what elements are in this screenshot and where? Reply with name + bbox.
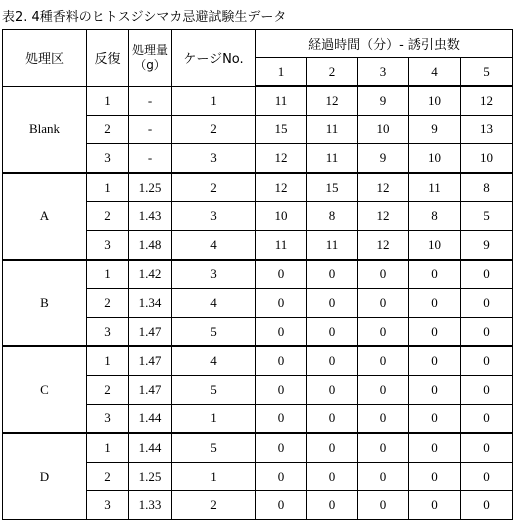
count-cell: 13 — [461, 115, 513, 144]
treatment-name-cell: C — [3, 346, 87, 433]
repeat-cell: 2 — [87, 462, 129, 491]
count-cell: 12 — [256, 144, 307, 173]
count-cell: 0 — [461, 491, 513, 520]
count-cell: 0 — [256, 289, 307, 318]
cage-cell: 5 — [172, 433, 256, 462]
count-cell: 12 — [358, 230, 409, 259]
minute-header: 1 — [256, 58, 307, 87]
repeat-cell: 1 — [87, 173, 129, 202]
cage-cell: 4 — [172, 346, 256, 375]
count-cell: 0 — [307, 289, 358, 318]
count-cell: 11 — [307, 115, 358, 144]
count-cell: 0 — [307, 375, 358, 404]
count-cell: 0 — [358, 289, 409, 318]
data-table — [2, 29, 513, 520]
count-cell: 8 — [461, 173, 513, 202]
treatment-name-cell: A — [3, 173, 87, 260]
count-cell: 0 — [461, 346, 513, 375]
count-cell: 0 — [307, 462, 358, 491]
table-row — [3, 433, 513, 462]
count-cell: 0 — [256, 404, 307, 433]
amount-cell: 1.25 — [129, 462, 172, 491]
count-cell: 11 — [307, 230, 358, 259]
count-cell: 0 — [256, 260, 307, 289]
count-cell: 10 — [358, 115, 409, 144]
amount-cell: - — [129, 115, 172, 144]
count-cell: 9 — [358, 86, 409, 115]
repeat-cell: 2 — [87, 289, 129, 318]
amount-cell: 1.47 — [129, 375, 172, 404]
table-row — [3, 260, 513, 289]
count-cell: 0 — [307, 404, 358, 433]
count-cell: 0 — [409, 346, 461, 375]
count-cell: 0 — [409, 317, 461, 346]
minute-header: 5 — [461, 58, 513, 87]
count-cell: 0 — [461, 462, 513, 491]
count-cell: 10 — [256, 202, 307, 231]
count-cell: 0 — [461, 289, 513, 318]
cage-cell: 3 — [172, 202, 256, 231]
cage-cell: 1 — [172, 86, 256, 115]
table-header — [3, 30, 513, 87]
amount-cell: 1.44 — [129, 404, 172, 433]
table-row — [3, 86, 513, 115]
amount-cell: 1.48 — [129, 230, 172, 259]
repeat-cell: 3 — [87, 317, 129, 346]
table-row — [3, 346, 513, 375]
amount-cell: 1.42 — [129, 260, 172, 289]
count-cell: 12 — [256, 173, 307, 202]
count-cell: 0 — [461, 433, 513, 462]
count-cell: 15 — [256, 115, 307, 144]
cage-cell: 5 — [172, 317, 256, 346]
count-cell: 0 — [409, 491, 461, 520]
cage-cell: 5 — [172, 375, 256, 404]
count-cell: 9 — [358, 144, 409, 173]
count-cell: 0 — [461, 317, 513, 346]
cage-cell: 1 — [172, 404, 256, 433]
treatment-name-cell: Blank — [3, 86, 87, 173]
header-amount-line2: （g） — [134, 57, 166, 72]
count-cell: 11 — [256, 86, 307, 115]
repeat-cell: 2 — [87, 115, 129, 144]
count-cell: 10 — [409, 230, 461, 259]
count-cell: 0 — [409, 260, 461, 289]
treatment-name-cell: B — [3, 260, 87, 347]
cage-cell: 3 — [172, 144, 256, 173]
count-cell: 11 — [409, 173, 461, 202]
count-cell: 0 — [307, 260, 358, 289]
count-cell: 0 — [256, 375, 307, 404]
count-cell: 0 — [409, 462, 461, 491]
amount-cell: - — [129, 86, 172, 115]
minute-header: 2 — [307, 58, 358, 87]
cage-cell: 2 — [172, 173, 256, 202]
repeat-cell: 1 — [87, 86, 129, 115]
table-caption: 表2. 4種香料のヒトスジシマカ忌避試験生データ — [2, 10, 287, 25]
repeat-cell: 3 — [87, 144, 129, 173]
cage-cell: 4 — [172, 230, 256, 259]
amount-cell: 1.47 — [129, 317, 172, 346]
count-cell: 0 — [256, 346, 307, 375]
count-cell: 10 — [409, 144, 461, 173]
count-cell: 5 — [461, 202, 513, 231]
repeat-cell: 3 — [87, 491, 129, 520]
count-cell: 8 — [409, 202, 461, 231]
repeat-cell: 1 — [87, 433, 129, 462]
count-cell: 0 — [307, 317, 358, 346]
count-cell: 10 — [409, 86, 461, 115]
count-cell: 0 — [358, 462, 409, 491]
repeat-cell: 2 — [87, 375, 129, 404]
cage-cell: 4 — [172, 289, 256, 318]
count-cell: 0 — [307, 491, 358, 520]
count-cell: 0 — [256, 491, 307, 520]
cage-cell: 2 — [172, 491, 256, 520]
amount-cell: 1.44 — [129, 433, 172, 462]
treatment-name-cell: D — [3, 433, 87, 519]
count-cell: 0 — [256, 317, 307, 346]
count-cell: 0 — [409, 289, 461, 318]
count-cell: 0 — [409, 375, 461, 404]
count-cell: 12 — [461, 86, 513, 115]
header-treatment: 処理区 — [3, 30, 87, 87]
cage-cell: 2 — [172, 115, 256, 144]
count-cell: 0 — [358, 404, 409, 433]
header-amount — [129, 30, 172, 87]
count-cell: 12 — [307, 86, 358, 115]
amount-cell: 1.25 — [129, 173, 172, 202]
count-cell: 0 — [461, 375, 513, 404]
table-body — [3, 86, 513, 519]
count-cell: 12 — [358, 173, 409, 202]
amount-cell: 1.33 — [129, 491, 172, 520]
amount-cell: 1.47 — [129, 346, 172, 375]
repeat-cell: 3 — [87, 404, 129, 433]
minute-header: 3 — [358, 58, 409, 87]
count-cell: 9 — [461, 230, 513, 259]
count-cell: 10 — [461, 144, 513, 173]
header-elapsed: 経過時間（分）- 誘引虫数 — [256, 30, 513, 58]
header-cage: ケージNo. — [172, 30, 256, 87]
count-cell: 0 — [256, 433, 307, 462]
table-row — [3, 173, 513, 202]
amount-cell: 1.43 — [129, 202, 172, 231]
repeat-cell: 3 — [87, 230, 129, 259]
repeat-cell: 2 — [87, 202, 129, 231]
count-cell: 0 — [358, 260, 409, 289]
minute-header: 4 — [409, 58, 461, 87]
repeat-cell: 1 — [87, 260, 129, 289]
count-cell: 0 — [307, 346, 358, 375]
count-cell: 0 — [358, 375, 409, 404]
amount-cell: 1.34 — [129, 289, 172, 318]
count-cell: 15 — [307, 173, 358, 202]
count-cell: 0 — [461, 404, 513, 433]
header-amount-line1: 処理量 — [131, 42, 168, 57]
cage-cell: 1 — [172, 462, 256, 491]
cage-cell: 3 — [172, 260, 256, 289]
count-cell: 0 — [307, 433, 358, 462]
count-cell: 11 — [307, 144, 358, 173]
count-cell: 0 — [409, 404, 461, 433]
count-cell: 0 — [358, 346, 409, 375]
count-cell: 0 — [358, 433, 409, 462]
count-cell: 0 — [461, 260, 513, 289]
count-cell: 0 — [358, 491, 409, 520]
count-cell: 9 — [409, 115, 461, 144]
count-cell: 0 — [409, 433, 461, 462]
header-repeat: 反復 — [87, 30, 129, 87]
count-cell: 0 — [358, 317, 409, 346]
count-cell: 12 — [358, 202, 409, 231]
count-cell: 8 — [307, 202, 358, 231]
count-cell: 11 — [256, 230, 307, 259]
count-cell: 0 — [256, 462, 307, 491]
repeat-cell: 1 — [87, 346, 129, 375]
amount-cell: - — [129, 144, 172, 173]
